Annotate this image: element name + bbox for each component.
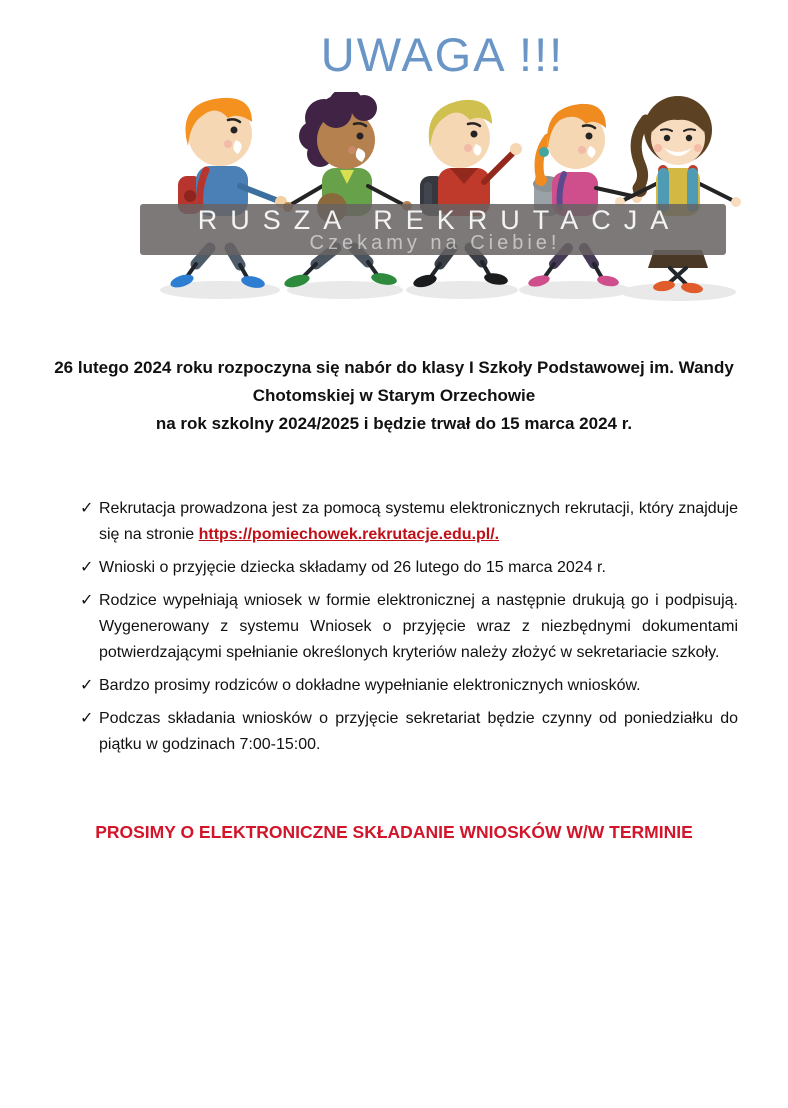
checkmark-icon: ✓: [80, 559, 94, 576]
checklist-item-recruitment-system: [80, 496, 738, 548]
checklist-item-text: Bardzo prosimy rodziców o dokładne wypełnianie elektronicznych wniosków.: [99, 677, 641, 694]
intro-line-1: 26 lutego 2024 roku rozpoczyna się nabór do klasy I Szkoły Podstawowej im. Wandy: [54, 358, 734, 377]
child-girl-orange-braid-icon: [527, 104, 642, 289]
electronic-submission-notice: PROSIMY O ELEKTRONICZNE SKŁADANIE WNIOSKÓW W/W TERMINIE: [95, 822, 693, 842]
checklist-item-text: Rekrutacja prowadzona jest za pomocą systemu elektronicznych rekrutacji, który znajduje się na stronie: [99, 500, 738, 543]
intro-paragraph: [0, 354, 788, 438]
banner-subheading: Czekamy na Ciebie!: [309, 231, 561, 254]
header-block: [140, 28, 745, 304]
child-curly-hair-green-shirt-icon: [283, 92, 412, 290]
checklist-item-office-hours: [80, 706, 738, 758]
hero-illustration-area: [140, 92, 745, 304]
children-walking-illustration: [140, 92, 745, 304]
child-blonde-red-jacket-icon: [412, 100, 522, 290]
checklist-item-text: Podczas składania wniosków o przyjęcie sekretariat będzie czynny od poniedziałku do piątku w godzinach 7:00-15:00.: [99, 710, 738, 753]
checkmark-icon: ✓: [80, 677, 94, 694]
child-girl-brown-ponytail-icon: [615, 96, 741, 294]
checklist-item-parents-instructions: [80, 588, 738, 666]
checklist-item-text: Wnioski o przyjęcie dziecka składamy od 26 lutego do 15 marca 2024 r.: [99, 559, 606, 576]
banner-heading: RUSZA REKRUTACJA: [197, 204, 682, 235]
checkmark-icon: ✓: [80, 500, 94, 517]
page-title: UWAGA !!!: [320, 28, 565, 81]
child-boy-orange-hair-icon: [169, 98, 287, 290]
intro-line-3: na rok szkolny 2024/2025 i będzie trwał do 15 marca 2024 r.: [155, 414, 633, 433]
checkmark-icon: ✓: [80, 592, 94, 609]
checklist-item-careful-filling: [80, 673, 738, 699]
flyer-page: [0, 28, 788, 1108]
checkmark-icon: ✓: [80, 710, 94, 727]
checklist-item-text: Rodzice wypełniają wniosek w formie elektronicznej a następnie drukują go i podpisują. Wygenerowany z systemu Wniosek o przyjęcie wraz z niezbędnymi dokumentami potwierdzającymi spełnianie określonych kryteriów należy złożyć w sekretariacie szkoły.: [99, 592, 738, 661]
checklist: [80, 496, 738, 758]
recruitment-banner: [140, 204, 726, 255]
checklist-item-application-dates: [80, 555, 738, 581]
intro-line-2: Chotomskiej w Starym Orzechowie: [252, 386, 536, 405]
recruitment-site-link[interactable]: https://pomiechowek.rekrutacje.edu.pl/.: [198, 526, 500, 543]
